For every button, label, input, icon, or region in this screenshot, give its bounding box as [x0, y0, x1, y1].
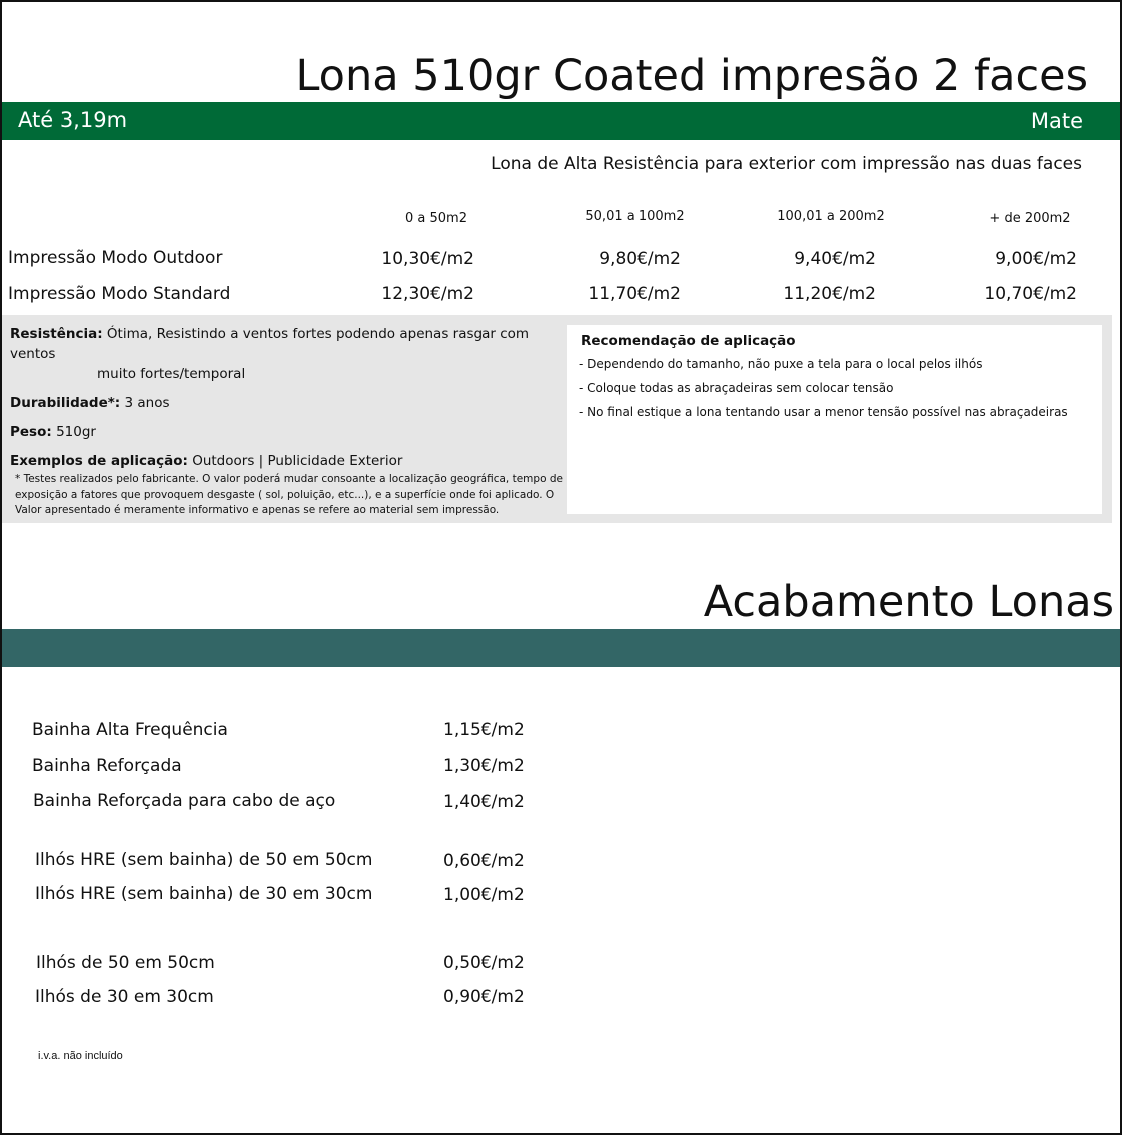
finishing-item-price: 1,15€/m2 [443, 720, 525, 740]
spec-value: 3 anos [124, 395, 170, 411]
finishing-item-price: 0,90€/m2 [443, 987, 525, 1007]
spec-label: Durabilidade*: [10, 395, 121, 411]
spec-label: Peso: [10, 424, 52, 440]
finishing-item-label: Bainha Alta Frequência [32, 720, 228, 740]
range-header-1: 0 a 50m2 [405, 211, 467, 226]
range-header-3: 100,01 a 200m2 [777, 209, 885, 224]
vat-note: i.v.a. não incluído [38, 1050, 123, 1062]
spec-durability [10, 393, 560, 413]
price-standard-2: 11,70€/m2 [588, 284, 681, 304]
recommendation-item: - No final estique a lona tentando usar a menor tensão possível nas abraçadeiras [579, 405, 1068, 419]
spec-label: Resistência: [10, 326, 103, 342]
row-label-standard: Impressão Modo Standard [8, 284, 231, 304]
row-label-outdoor: Impressão Modo Outdoor [8, 248, 223, 268]
spec-value: Ótima, Resistindo a ventos fortes podendo apenas rasgar com ventos [10, 326, 530, 362]
product-title: Lona 510gr Coated impresão 2 faces [295, 51, 1088, 101]
finishing-item-price: 0,60€/m2 [443, 851, 525, 871]
finishing-item-label: Ilhós HRE (sem bainha) de 50 em 50cm [35, 850, 373, 870]
recommendation-item: - Coloque todas as abraçadeiras sem colocar tensão [579, 381, 894, 395]
product-subtitle: Lona de Alta Resistência para exterior com impressão nas duas faces [491, 154, 1082, 174]
specs-list [10, 324, 560, 480]
max-width-label: Até 3,19m [18, 108, 128, 132]
finishing-item-price: 0,50€/m2 [443, 953, 525, 973]
finishing-item-label: Ilhós de 50 em 50cm [36, 953, 215, 973]
recommendation-item: - Dependendo do tamanho, não puxe a tela para o local pelos ilhós [579, 357, 983, 371]
finish-type-label: Mate [1030, 109, 1083, 133]
spec-value-continued: muito fortes/temporal [97, 366, 246, 382]
finishing-item-price: 1,40€/m2 [443, 792, 525, 812]
spec-value: 510gr [56, 424, 96, 440]
finishing-item-label: Bainha Reforçada para cabo de aço [33, 791, 336, 811]
price-standard-3: 11,20€/m2 [783, 284, 876, 304]
price-standard-1: 12,30€/m2 [381, 284, 474, 304]
spec-examples [10, 451, 560, 471]
spec-label: Exemplos de aplicação: [10, 453, 188, 469]
range-header-4: + de 200m2 [989, 211, 1071, 226]
price-outdoor-3: 9,40€/m2 [794, 249, 876, 269]
finishing-title: Acabamento Lonas [703, 577, 1114, 627]
finishing-header-bar [2, 629, 1120, 667]
spec-weight [10, 422, 560, 442]
spec-value: Outdoors | Publicidade Exterior [192, 453, 403, 469]
finishing-item-label: Ilhós HRE (sem bainha) de 30 em 30cm [35, 884, 373, 904]
finishing-item-price: 1,30€/m2 [443, 756, 525, 776]
spec-resistance [10, 324, 560, 384]
price-outdoor-4: 9,00€/m2 [995, 249, 1077, 269]
test-footnote: * Testes realizados pelo fabricante. O valor poderá mudar consoante a localização geográfica, tempo de exposição a fatores que provoquem desgaste ( sol, poluição, etc...), e a superfície onde foi aplicado. O Valor apresentado é meramente informativo e apenas se refere ao material sem impressão. [15, 473, 563, 516]
price-standard-4: 10,70€/m2 [984, 284, 1077, 304]
finishing-item-label: Ilhós de 30 em 30cm [35, 987, 214, 1007]
recommendation-title: Recomendação de aplicação [581, 333, 796, 349]
finishing-item-label: Bainha Reforçada [32, 756, 182, 776]
price-outdoor-2: 9,80€/m2 [599, 249, 681, 269]
price-outdoor-1: 10,30€/m2 [381, 249, 474, 269]
range-header-2: 50,01 a 100m2 [585, 209, 685, 224]
product-header-bar [2, 102, 1120, 140]
finishing-item-price: 1,00€/m2 [443, 885, 525, 905]
